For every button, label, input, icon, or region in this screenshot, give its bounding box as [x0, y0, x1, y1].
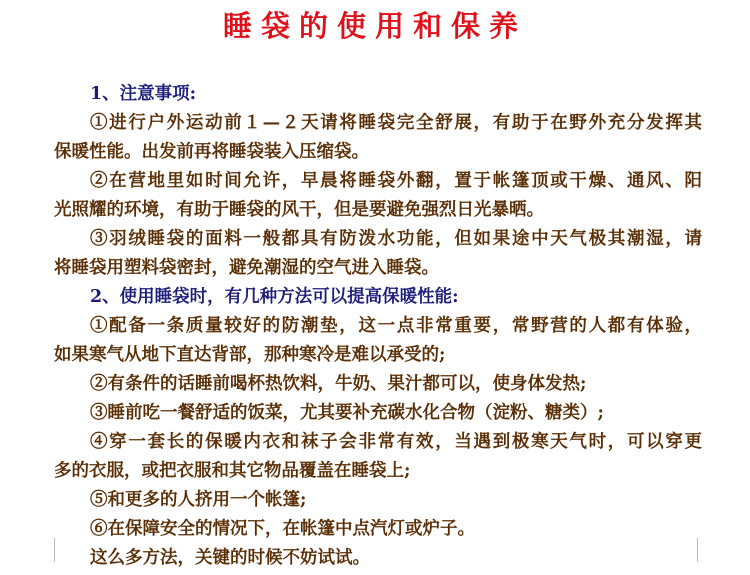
- section-heading-warmth-methods: 2、使用睡袋时，有几种方法可以提高保暖性能:: [90, 287, 459, 307]
- paragraph-line: ③羽绒睡袋的面料一般都具有防泼水功能，但如果途中天气极其潮湿，请: [90, 229, 702, 249]
- page-corner-mark-right: [697, 538, 698, 562]
- paragraph-line: 如果寒气从地下直达背部，那种寒冷是难以承受的;: [54, 345, 446, 365]
- paragraph-line: ③睡前吃一餐舒适的饭菜，尤其要补充碳水化合物（淀粉、糖类）;: [90, 403, 604, 423]
- paragraph-line: 这么多方法，关键的时候不妨试试。: [90, 548, 370, 568]
- paragraph-line: ⑤和更多的人挤用一个帐篷;: [90, 490, 307, 510]
- paragraph-line: 保暖性能。出发前再将睡袋装入压缩袋。: [54, 142, 369, 162]
- paragraph-line: ①进行户外运动前１—２天请将睡袋完全舒展，有助于在野外充分发挥其: [90, 113, 702, 133]
- document-body: [54, 80, 702, 573]
- paragraph-line: 光照耀的环境，有助于睡袋的风干，但是要避免强烈日光暴晒。: [54, 200, 544, 220]
- paragraph-line: ⑥在保障安全的情况下，在帐篷中点汽灯或炉子。: [90, 519, 475, 539]
- paragraph-line: ②有条件的话睡前喝杯热饮料，牛奶、果汁都可以，使身体发热;: [90, 374, 587, 394]
- section-heading-precautions: 1、注意事项:: [90, 84, 197, 104]
- paragraph-line: ①配备一条质量较好的防潮垫，这一点非常重要，常野营的人都有体验，: [90, 316, 702, 336]
- page-corner-mark-left: [54, 538, 55, 562]
- paragraph-line: 多的衣服，或把衣服和其它物品覆盖在睡袋上;: [54, 461, 411, 481]
- paragraph-line: ④穿一套长的保暖内衣和袜子会非常有效，当遇到极寒天气时，可以穿更: [90, 432, 702, 452]
- document-title: 睡袋的使用和保养: [222, 9, 527, 43]
- paragraph-line: 将睡袋用塑料袋密封，避免潮湿的空气进入睡袋。: [54, 258, 439, 278]
- paragraph-line: ②在营地里如时间允许，早晨将睡袋外翻，置于帐篷顶或干燥、通风、阳: [90, 171, 702, 191]
